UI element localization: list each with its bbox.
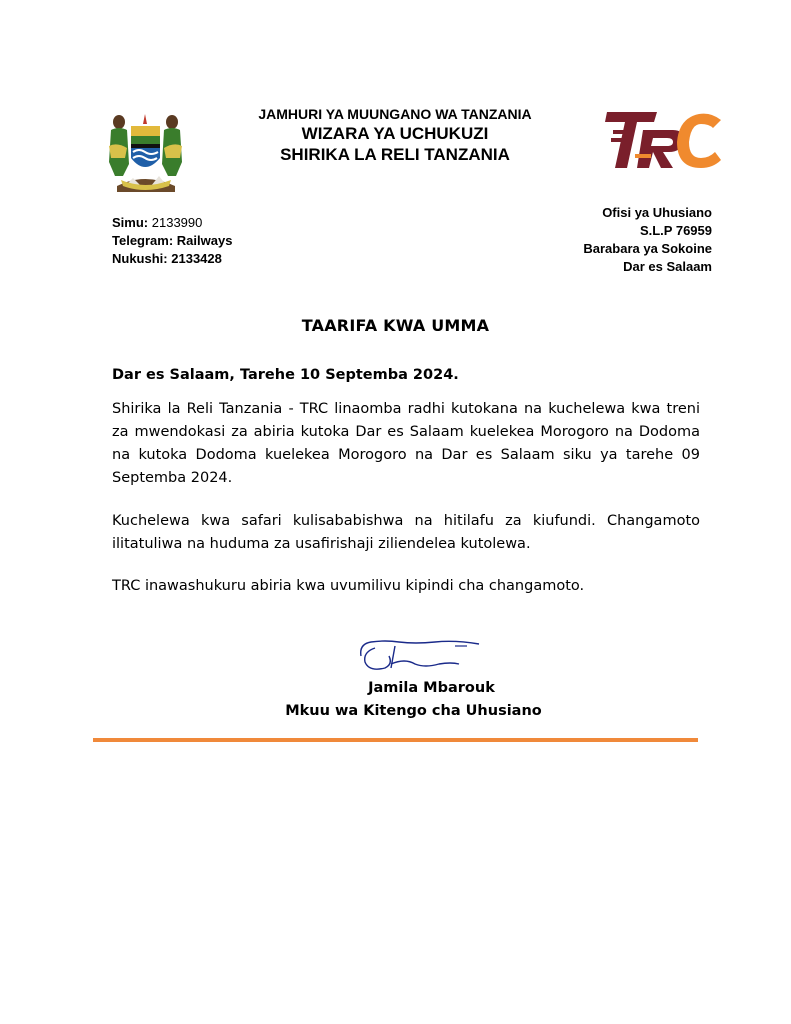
- footer-divider: [93, 738, 698, 742]
- corporation-heading: SHIRIKA LA RELI TANZANIA: [280, 145, 510, 164]
- republic-heading: JAMHURI YA MUUNGANO WA TANZANIA: [258, 106, 532, 122]
- contact-details-right: [583, 204, 712, 276]
- notice-paragraph-3: TRC inawashukuru abiria kwa uvumilivu kipindi cha changamoto.: [112, 578, 585, 594]
- contact-details-left: [112, 214, 232, 268]
- po-box: S.L.P 76959: [639, 223, 712, 238]
- ministry-heading: WIZARA YA UCHUKUZI: [301, 124, 489, 143]
- telegram-line: Telegram: Railways: [112, 233, 233, 248]
- nukushi-line: Nukushi: 2133428: [112, 251, 222, 266]
- simu-number: 2133990: [151, 215, 203, 230]
- signature: [355, 634, 485, 678]
- notice-dateline: Dar es Salaam, Tarehe 10 Septemba 2024.: [112, 367, 459, 383]
- notice-paragraph-1: Shirika la Reli Tanzania - TRC linaomba radhi kutokana na kuchelewa kwa treni za mwendokasi za abiria kutoka Dar es Salaam kuelekea Morogoro na Dodoma na kutoka Dodoma kuelekea Morogoro na Dar es Salaam siku ya tarehe 09 Septemba 2024.: [112, 401, 700, 486]
- simu-line: Simu: 2133990: [112, 215, 203, 230]
- nukushi-number: 2133428: [171, 251, 222, 266]
- telegram-value: Railways: [176, 233, 233, 248]
- trc-logo: [603, 108, 723, 174]
- city: Dar es Salaam: [623, 259, 712, 274]
- notice-title: TAARIFA KWA UMMA: [301, 316, 490, 335]
- office-name: Ofisi ya Uhusiano: [602, 205, 712, 220]
- signatory-position: Mkuu wa Kitengo cha Uhusiano: [285, 703, 542, 719]
- notice-paragraph-2: Kuchelewa kwa safari kulisababishwa na hitilafu za kiufundi. Changamoto ilitatuliwa na huduma za usafirishaji ziliendelea kutolewa.: [112, 513, 700, 552]
- signatory-name: Jamila Mbarouk: [368, 680, 495, 696]
- street-address: Barabara ya Sokoine: [583, 241, 712, 256]
- coat-of-arms-emblem: [103, 106, 188, 194]
